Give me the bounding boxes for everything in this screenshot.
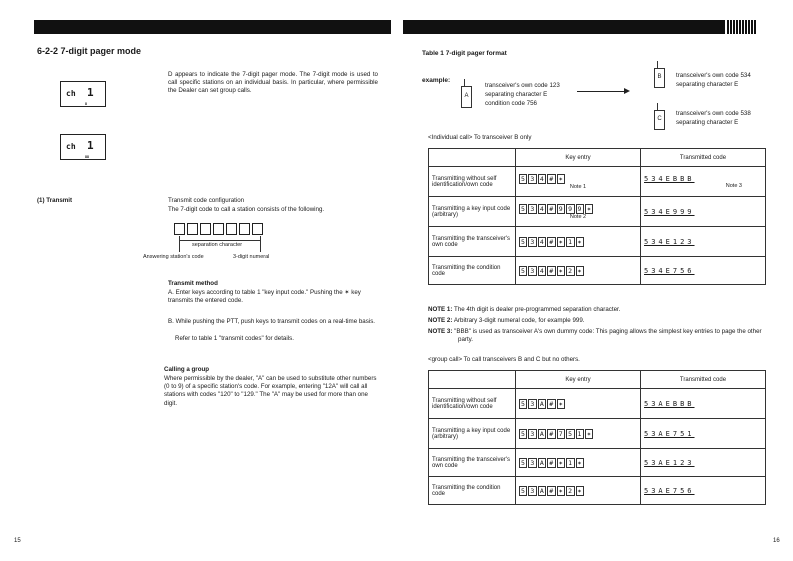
transmitted-code: 53AE123 — [644, 458, 695, 467]
key-glyph: 9 — [558, 204, 564, 213]
individual-call-table — [428, 148, 766, 285]
key-glyph: ✶ — [558, 458, 564, 467]
key-glyph: A — [539, 429, 545, 438]
lcd-channel-number: 1 — [87, 86, 94, 99]
code-box — [174, 223, 185, 235]
transmitted-code: 53AE756 — [644, 486, 695, 495]
row-label: Transmitting without self identification/own code — [429, 167, 516, 197]
header-bar-stripes — [727, 20, 757, 34]
table-row — [429, 419, 766, 449]
individual-call-caption: <Individual call> To transceiver B only — [428, 134, 532, 141]
table-row — [429, 197, 766, 227]
row-label: Transmitting the condition code — [429, 477, 516, 505]
code-box — [252, 223, 263, 235]
header-transmitted-code: Transmitted code — [641, 371, 766, 389]
transmit-config-desc: The 7-digit code to call a station consists of the following. — [168, 206, 325, 213]
left-header-bar — [34, 20, 391, 34]
key-sequence — [519, 430, 594, 438]
key-glyph: # — [549, 174, 554, 183]
lcd-display-1 — [60, 81, 106, 107]
key-glyph: 5 — [521, 429, 526, 438]
key-glyph: 5 — [521, 237, 526, 246]
code-box — [187, 223, 198, 235]
transceiver-c-desc-1: transceiver's own code 538 — [676, 110, 751, 117]
transmitted-code-cell — [641, 419, 766, 449]
transmit-config-title: Transmit code configuration — [168, 197, 245, 204]
key-glyph: 3 — [530, 174, 535, 183]
note-label: NOTE 3: — [428, 328, 453, 335]
example-desc-line-1: transceiver's own code 123 — [485, 82, 560, 89]
note-3 — [428, 328, 763, 344]
key-glyph: 1 — [568, 237, 573, 246]
key-sequence — [519, 400, 566, 408]
key-glyph: ✶ — [577, 266, 582, 275]
note-text: "BBB" is used as transceiver A's own dummy code: This paging allows the simplest key entries to page the other party. — [454, 328, 762, 344]
transmitted-code-cell — [641, 167, 766, 197]
transmitted-code: 534E999 — [644, 207, 695, 216]
antenna-icon — [464, 79, 465, 87]
table-row — [429, 477, 766, 505]
key-glyph: ✶ — [558, 237, 564, 246]
key-glyph: ✶ — [558, 399, 564, 408]
row-label: Transmitting the condition code — [429, 257, 516, 285]
transmitted-code-cell — [641, 449, 766, 477]
transceiver-b-icon — [654, 68, 665, 88]
transmit-label: (1) Transmit — [37, 197, 73, 204]
transmit-method-b: B. While pushing the PTT, push keys to transmit codes on a real-time basis. — [168, 318, 376, 325]
key-glyph: ✶ — [586, 429, 592, 438]
key-entry-cell — [516, 477, 641, 505]
key-glyph: 1 — [577, 429, 582, 438]
key-entry-cell — [516, 419, 641, 449]
transmitted-code-cell — [641, 257, 766, 285]
table-row — [429, 389, 766, 419]
transmitted-code-cell — [641, 477, 766, 505]
lcd-ch-label: ch — [66, 142, 76, 151]
transceiver-c-desc-2: separating character E — [676, 119, 739, 126]
transceiver-b-desc-2: separating character E — [676, 81, 739, 88]
key-glyph: ✶ — [577, 458, 582, 467]
key-glyph: # — [549, 429, 554, 438]
key-glyph: ✶ — [577, 237, 582, 246]
code-box — [200, 223, 211, 235]
table-header-row — [429, 371, 766, 389]
table-header-row — [429, 149, 766, 167]
transmitted-code-cell — [641, 227, 766, 257]
key-glyph: 3 — [530, 486, 535, 495]
code-box — [213, 223, 224, 235]
lcd-display-2 — [60, 134, 106, 160]
key-entry-cell — [516, 167, 641, 197]
key-glyph: 5 — [521, 174, 526, 183]
row-label: Transmitting the transceiver's own code — [429, 449, 516, 477]
key-glyph: # — [549, 204, 554, 213]
diagram-bracket-tick — [260, 236, 261, 252]
transmitted-code: 53AE751 — [644, 429, 695, 438]
lcd-sub-indicator: 8 — [85, 102, 87, 106]
key-entry-cell — [516, 197, 641, 227]
group-call-title: Calling a group — [164, 366, 210, 373]
page-number-right: 16 — [773, 538, 780, 544]
key-glyph: ✶ — [558, 266, 564, 275]
key-glyph: 3 — [530, 399, 535, 408]
row-label: Transmitting the transceiver's own code — [429, 227, 516, 257]
group-call-table — [428, 370, 766, 505]
group-call-text: Where permissible by the dealer, "A" can be used to substitute other numbers (0 to 9) of a specific station's code. For example, entering "12A" will call all stations with codes "120" to "129." The "A" may be used for more than one digit. — [164, 375, 377, 407]
right-header-bar — [403, 20, 725, 34]
key-sequence — [519, 267, 585, 275]
key-glyph: 7 — [558, 429, 564, 438]
key-sequence — [519, 205, 594, 213]
key-glyph: ✶ — [558, 486, 564, 495]
key-sequence — [519, 175, 566, 183]
arrow-head-icon — [624, 88, 630, 94]
note-2 — [428, 317, 768, 325]
key-glyph: 5 — [521, 458, 526, 467]
key-glyph: 3 — [530, 204, 535, 213]
transceiver-b-desc-1: transceiver's own code 534 — [676, 72, 751, 79]
table-row — [429, 227, 766, 257]
note-text: The 4th digit is dealer pre-programmed separation character. — [454, 306, 621, 313]
note-text: Arbitrary 3-digit numeral code, for example 999. — [453, 317, 585, 324]
table-row — [429, 449, 766, 477]
key-sequence — [519, 238, 585, 246]
note-label: NOTE 2: — [428, 317, 453, 324]
antenna-icon — [657, 103, 658, 111]
key-glyph: 2 — [568, 266, 573, 275]
key-glyph: # — [549, 237, 554, 246]
transmit-method-a: A. Enter keys according to table 1 "key input code." Pushing the ✶ key transmits the entered code. — [168, 289, 361, 305]
key-sequence — [519, 459, 585, 467]
key-glyph: A — [539, 486, 545, 495]
key-glyph: 3 — [530, 266, 535, 275]
key-note: Note 1 — [569, 183, 587, 190]
note-1 — [428, 306, 768, 314]
intro-paragraph: D appears to indicate the 7-digit pager mode. The 7-digit mode is used to call specific stations on an individual basis. In particular, where permissible the Dealer can set group calls. — [168, 71, 378, 95]
transmit-method-b-ref: Refer to table 1 "transmit codes" for details. — [175, 335, 294, 342]
key-glyph: # — [549, 266, 554, 275]
transmitted-code: 534EBBB — [644, 174, 695, 183]
example-desc-line-3: condition code 756 — [485, 100, 537, 107]
transmitted-code-cell — [641, 197, 766, 227]
diagram-separation-label: separation character — [192, 242, 243, 248]
key-glyph: 5 — [521, 486, 526, 495]
transmitted-code: 53AEBBB — [644, 399, 695, 408]
row-label: Transmitting a key input code (arbitrary) — [429, 419, 516, 449]
key-sequence — [519, 487, 585, 495]
section-heading: 6-2-2 7-digit pager mode — [37, 46, 142, 56]
row-label: Transmitting a key input code (arbitrary) — [429, 197, 516, 227]
arrow-line — [577, 91, 625, 92]
transceiver-c-label: C — [657, 116, 662, 122]
example-label: example: — [422, 77, 451, 84]
code-box — [226, 223, 237, 235]
key-entry-cell — [516, 227, 641, 257]
header-key-entry: Key entry — [516, 371, 641, 389]
diagram-station-label: Answering station's code — [143, 254, 204, 260]
table-row — [429, 167, 766, 197]
transmitted-code: 534E123 — [644, 237, 695, 246]
tx-note: Note 3 — [725, 182, 742, 189]
key-glyph: ✶ — [577, 486, 582, 495]
antenna-icon — [657, 61, 658, 69]
lcd-ch-label: ch — [66, 89, 76, 98]
transceiver-a-label: A — [464, 93, 469, 99]
diagram-numeral-label: 3-digit numeral — [233, 254, 270, 260]
diagram-bracket-tick — [179, 236, 180, 252]
key-glyph: 5 — [521, 399, 526, 408]
key-entry-cell — [516, 257, 641, 285]
key-glyph: 5 — [521, 204, 526, 213]
transmitted-code: 534E756 — [644, 266, 695, 275]
transceiver-c-icon — [654, 110, 665, 130]
transceiver-b-label: B — [657, 74, 662, 80]
key-glyph: ✶ — [586, 204, 592, 213]
key-glyph: 4 — [539, 174, 545, 183]
lcd-sub-indicator: 88 — [85, 155, 89, 159]
key-glyph: 4 — [539, 237, 545, 246]
header-cell-blank — [429, 149, 516, 167]
header-cell-blank — [429, 371, 516, 389]
header-key-entry: Key entry — [516, 149, 641, 167]
header-transmitted-code: Transmitted code — [641, 149, 766, 167]
page-number-left: 15 — [14, 538, 21, 544]
key-glyph: 5 — [521, 266, 526, 275]
table-row — [429, 257, 766, 285]
key-glyph: 3 — [530, 237, 535, 246]
key-entry-cell — [516, 449, 641, 477]
key-glyph: 9 — [568, 204, 573, 213]
key-glyph: 9 — [577, 204, 582, 213]
transmit-method-title: Transmit method — [168, 280, 218, 287]
example-desc-line-2: separating character E — [485, 91, 548, 98]
row-label: Transmitting without self identification/own code — [429, 389, 516, 419]
key-glyph: 4 — [539, 266, 545, 275]
key-glyph: # — [549, 399, 554, 408]
transceiver-a-icon — [461, 86, 472, 108]
group-call-caption: <group call> To call transceivers B and C but no others. — [428, 356, 580, 363]
key-glyph: 1 — [568, 458, 573, 467]
key-glyph: 4 — [539, 204, 545, 213]
key-glyph: A — [539, 458, 545, 467]
key-glyph: 2 — [568, 486, 573, 495]
lcd-channel-number: 1 — [87, 139, 94, 152]
key-glyph: 5 — [568, 429, 573, 438]
note-label: NOTE 1: — [428, 306, 453, 313]
code-box — [239, 223, 250, 235]
key-glyph: ✶ — [558, 174, 564, 183]
key-glyph: A — [539, 399, 545, 408]
key-glyph: # — [549, 486, 554, 495]
key-glyph: 3 — [530, 458, 535, 467]
key-glyph: # — [549, 458, 554, 467]
transmitted-code-cell — [641, 389, 766, 419]
key-entry-cell — [516, 389, 641, 419]
table-title: Table 1 7-digit pager format — [422, 50, 507, 57]
key-note: Note 2 — [569, 213, 587, 220]
key-glyph: 3 — [530, 429, 535, 438]
